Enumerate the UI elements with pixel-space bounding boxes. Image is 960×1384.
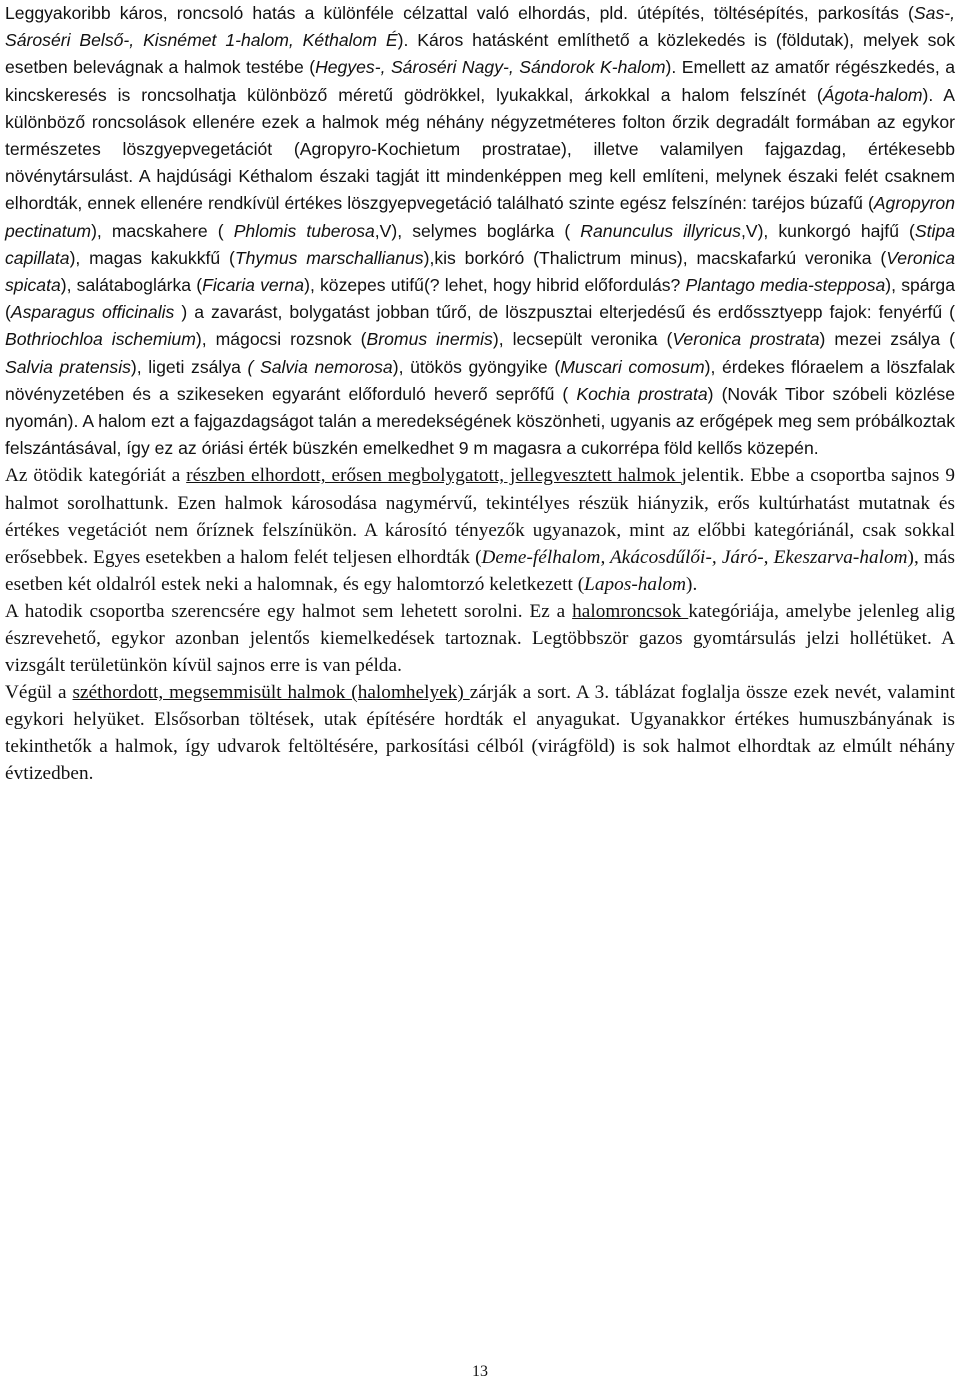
p4-seg-2: zárják a sort. A 3. táblázat foglalja össze ezek nevét, valamint egykori helyüket. Elsősorban töltések, utak építésére hordták el anyagukat. Ugyanakkor értékes humuszbányának is tekinthetők a halmok, így udvarok feltöltésére, parkosítási célból (virágföld) is sok halmot elhordtak az elmúlt néhány évtizedben. [5, 682, 956, 785]
p1-seg-3: ). Emellett az amatőr régészkedés, a kincskeresés is roncsolhatja különböző méretű gödrökkel, lyukakkal, árkokkal a halom felszínét ( [5, 57, 955, 105]
p1-it-19: Kochia prostrata [576, 383, 708, 404]
p1-it-6: Ranunculus illyricus [580, 220, 741, 241]
p1-it-16: Salvia pratensis [5, 356, 131, 377]
p2-it-1: Deme-félhalom, Akácosdűlői-, Járó-, Ekeszarva-halom [481, 546, 908, 568]
p1-seg-19: ), érdekes flóraelem a löszfalak növényzetében és a szikeseken egyaránt előforduló heverő seprőfű ( [5, 356, 955, 404]
p1-it-11: Plantago media-stepposa [685, 275, 886, 296]
p1-seg-10: ), salátaboglárka ( [60, 275, 203, 296]
paragraph-3 [5, 598, 955, 679]
p1-it-13: Bothriochloa ischemium [5, 329, 196, 350]
p1-seg-15: ), lecsepült veronika ( [492, 329, 673, 350]
p4-underline-1: széthordott, megsemmisült halmok (halomhelyek) [72, 682, 470, 704]
p1-seg-11: ), közepes utifű(? lehet, hogy hibrid előfordulás? [304, 275, 686, 296]
p1-it-2: Hegyes-, Sároséri Nagy-, Sándorok K-halom [315, 57, 666, 78]
p1-seg-6: ,V), selymes boglárka ( [374, 220, 581, 241]
paragraph-2 [5, 462, 955, 597]
p1-it-10: Ficaria verna [202, 275, 305, 296]
p1-seg-20: ) (Novák Tibor szóbeli közlése nyomán). A halom ezt a fajgazdagságot talán a meredekségének köszönheti, ugyanis az erőgépek meg sem próbálkoztak felszántásával, így ez az óriási érték büszkén emelkedhet 9 m magasra a cukorrépa föld kellős közepén. [5, 383, 956, 459]
p1-seg-2: ). Káros hatásként említhető a közlekedés is (földutak), melyek sok esetben belevágnak a halmok testébe ( [5, 30, 955, 78]
p1-it-9: Veronica spicata [5, 247, 955, 296]
p2-seg-1: Az ötödik kategóriát a [5, 465, 187, 487]
p1-seg-8: ), magas kakukkfű ( [69, 247, 235, 268]
p2-underline-1: részben elhordott, erősen megbolygatott, jellegvesztett halmok [186, 465, 682, 487]
p1-it-8: Thymus marschallianus [234, 247, 424, 268]
p1-seg-17: ), ligeti zsálya [130, 356, 248, 377]
p1-seg-5: ), macskahere ( [91, 220, 234, 241]
p1-seg-18: ), ütökös gyöngyike ( [392, 356, 561, 377]
p1-it-4: Agropyron pectinatum [5, 193, 955, 241]
p3-underline-1: halomroncsok [572, 600, 689, 622]
p1-it-15: Veronica prostrata [672, 329, 820, 350]
p3-seg-2: kategóriája, amelybe jelenleg alig észrevehető, egykor azonban jelentős kiemelkedések tartoznak. Legtöbbször gazos gyomtársulás jelzi hollétüket. A vizsgált területünkön kívül sajnos erre is van példa. [5, 600, 955, 677]
p2-it-2: Lapos-halom [584, 573, 686, 595]
p1-it-14: Bromus inermis [366, 329, 493, 350]
page-number: 13 [472, 1363, 488, 1380]
p1-seg-13: ) a zavarást, bolygatást jobban tűrő, de löszpusztai elterjedésű és erdőssztyepp fajok: fenyérfű ( [174, 302, 956, 323]
p1-seg-1: Leggyakoribb káros, roncsoló hatás a különféle célzattal való elhordás, pld. útépítés, töltésépítés, parkosítás ( [5, 3, 914, 23]
paragraph-1 [5, 0, 955, 462]
p1-it-18: Muscari comosum [560, 356, 705, 377]
document-page [5, 0, 955, 788]
p1-it-7: Stipa capillata [5, 220, 956, 268]
p1-seg-12: ), spárga ( [5, 275, 956, 323]
p1-it-5: Phlomis tuberosa [233, 220, 375, 241]
p1-it-1: Sas-, Sároséri Belső-, Kisnémet 1-halom, Kéthalom É [5, 3, 955, 51]
p1-seg-4: ). A különböző roncsolások ellenére ezek a halmok még néhány négyzetméteres folton őrzik degradált formában az egykor természetes löszgyepvegetációt (Agropyro-Kochietum prostratae), illetve valamilyen fajgazdag, értékesebb növénytársulást. A hajdúsági Kéthalom északi tagját itt mindenképpen meg kell említeni, melynek északi felét csaknem elhordták, ennek ellenére rendkívül értékes löszgyepvegetáció található szinte egész felszínén: taréjos búzafű ( [5, 84, 955, 214]
paragraph-4 [5, 679, 955, 787]
p1-it-12: Asparagus officinalis [10, 302, 175, 323]
p1-seg-16: ) mezei zsálya ( [819, 329, 956, 350]
p4-seg-1: Végül a [5, 682, 73, 704]
p2-seg-2: jelentik. Ebbe a csoportba sajnos 9 halmot sorolhattunk. Ezen halmok károsodása nagymérvű, tekintélyes részük hiányzik, erős kultúrhatást mutatnak és értékes vegetációt nem őríznek felszínükön. A károsító tényezők ugyanazok, mint az előbbi kategóriánál, csak sokkal erősebbek. Egyes esetekben a halom felét teljesen elhordták ( [5, 465, 955, 568]
p1-it-17: ( Salvia nemorosa [247, 356, 393, 377]
p2-seg-4: ). [686, 573, 698, 595]
p2-seg-3: ), más esetben két oldalról estek neki a halomnak, és egy halomtorzó keletkezett ( [5, 546, 955, 595]
p3-seg-1: A hatodik csoportba szerencsére egy halmot sem lehetett sorolni. Ez a [5, 600, 573, 622]
p1-seg-9: ),kis borkóró (Thalictrum minus), macskafarkú veronika ( [423, 247, 887, 268]
p1-seg-7: ,V), kunkorgó hajfű ( [740, 220, 915, 241]
p1-it-3: Ágota-halom [822, 84, 923, 105]
p1-seg-14: ), mágocsi rozsnok ( [195, 329, 367, 350]
